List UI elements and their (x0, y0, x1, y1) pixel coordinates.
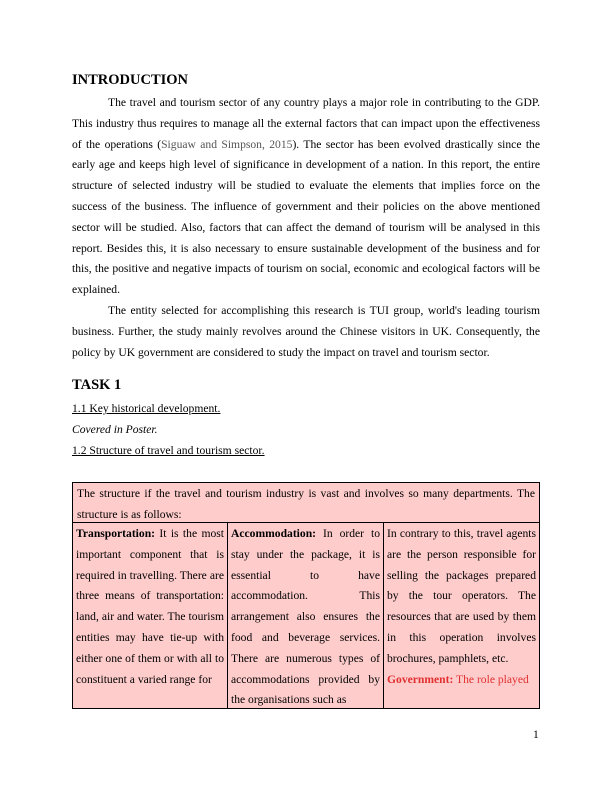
travel-agents-text: In contrary to this, travel agents are the person responsible for selling the packages prepared by the tour operators. The resources that are used by them in this operation involves brochures, pamphlets, etc. (387, 527, 536, 665)
p1-text-end: ). The sector has been evolved drastically since the early age and keeps high level of significance in development of a nation. In this report, the entire structure of selected industry will be studied to evaluate the elements that implies force on the success of the business. The influence of government and their policies on the above mentioned sector will be studied. Also, factors that can affect the demand of tourism will be analysed in this report. Besides this, it is also necessary to ensure sustainable development of the business and for this, the positive and negative impacts of tourism on social, economic and ecological factors will be explained. (72, 137, 540, 297)
p1-text-start: The travel and tourism sector of any country plays a major role in contributing to the GDP. This industry thus requires to manage all the external factors that can impact upon the effectiveness of the operations ( (72, 96, 540, 151)
accommodation-title: Accommodation: (231, 527, 317, 540)
transportation-title: Transportation: (76, 527, 156, 540)
transportation-text: It is the most important component that is required in travelling. There are three means of transportation: land, air and water. The tourism entities may have tie-up with either one of them or with all to constituent a varied range for (76, 527, 224, 686)
transportation-cell (73, 523, 228, 708)
introduction-paragraph-1 (72, 93, 540, 301)
task1-heading: TASK 1 (72, 377, 122, 393)
subheading-1-2: 1.2 Structure of travel and tourism sector. (72, 444, 265, 457)
page-number: 1 (533, 728, 539, 741)
subheading-1-1: 1.1 Key historical development. (72, 402, 221, 415)
government-text: The role played (453, 672, 529, 686)
travel-agents-cell (384, 523, 539, 708)
accommodation-text: In order to stay under the package, it is essential to have accommodation. This arrangement also ensures the food and beverage services. There are numerous types of accommodations provided by the organisations such as (231, 527, 380, 707)
table-header-cell: The structure if the travel and tourism industry is vast and involves so many departments. The structure is as follows: (73, 483, 539, 523)
government-title: Government: (387, 672, 454, 686)
structure-table (72, 482, 540, 709)
introduction-heading: INTRODUCTION (72, 72, 189, 88)
covered-in-poster-note: Covered in Poster. (72, 423, 158, 436)
citation-link[interactable]: Siguaw and Simpson, 2015 (161, 137, 293, 151)
introduction-paragraph-2: The entity selected for accomplishing this research is TUI group, world's leading tourism business. Further, the study mainly revolves around the Chinese visitors in UK. Consequently, the policy by UK government are considered to study the impact on travel and tourism sector. (72, 304, 540, 359)
accommodation-cell (228, 523, 384, 708)
